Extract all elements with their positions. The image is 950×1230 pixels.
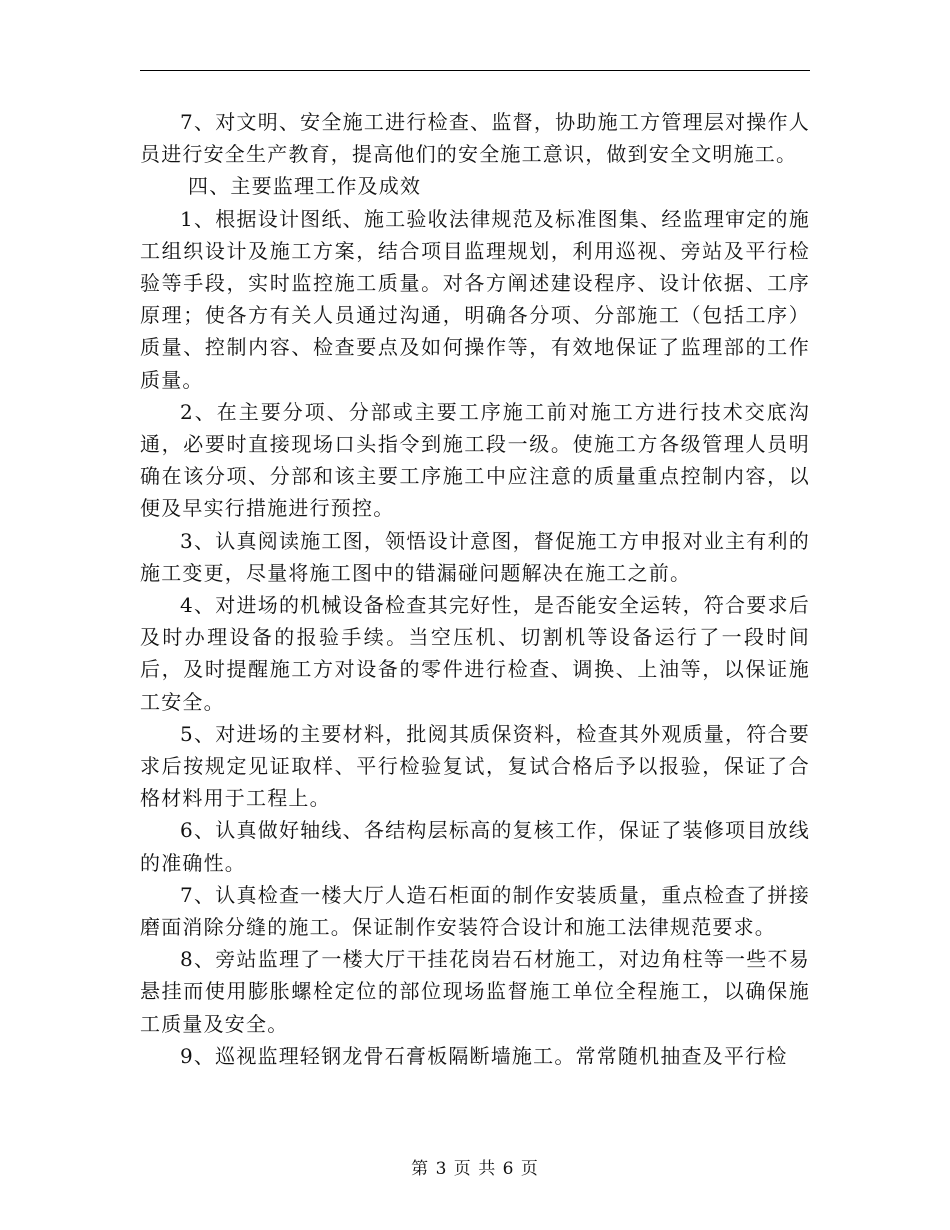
- header-rule: [140, 70, 810, 71]
- paragraph-6: 6、认真做好轴线、各结构层标高的复核工作，保证了装修项目放线的准确性。: [140, 818, 810, 875]
- paragraph-8: 8、旁站监理了一楼大厅干挂花岗岩石材施工，对边角柱等一些不易悬挂而使用膨胀螺栓定位的部位现场监督施工单位全程施工，以确保施工质量及安全。: [140, 947, 810, 1036]
- paragraph-9: 9、巡视监理轻钢龙骨石膏板隔断墙施工。常常随机抽查及平行检: [180, 1043, 788, 1068]
- paragraph-safety: 7、对文明、安全施工进行检查、监督，协助施工方管理层对操作人员进行安全生产教育，提高他们的安全施工意识，做到安全文明施工。: [140, 110, 810, 167]
- paragraph-2: 2、在主要分项、分部或主要工序施工前对施工方进行技术交底沟通，必要时直接现场口头指令到施工段一级。使施工方各级管理人员明确在该分项、分部和该主要工序施工中应注意的质量重点控制内容，以便及早实行措施进行预控。: [140, 399, 810, 521]
- paragraph-1: 1、根据设计图纸、施工验收法律规范及标准图集、经监理审定的施工组织设计及施工方案，结合项目监理规划，利用巡视、旁站及平行检验等手段，实时监控施工质量。对各方阐述建设程序、设计依据、工序原理；使各方有关人员通过沟通，明确各分项、分部施工（包括工序）质量、控制内容、检查要点及如何操作等，有效地保证了监理部的工作质量。: [140, 206, 810, 392]
- page-number-footer: 第 3 页 共 6 页: [411, 1159, 539, 1179]
- paragraph-3: 3、认真阅读施工图，领悟设计意图，督促施工方申报对业主有利的施工变更，尽量将施工图中的错漏碰问题解决在施工之前。: [140, 528, 810, 585]
- document-body: [140, 106, 810, 1072]
- paragraph-4: 4、对进场的机械设备检查其完好性，是否能安全运转，符合要求后及时办理设备的报验手续。当空压机、切割机等设备运行了一段时间后，及时提醒施工方对设备的零件进行检查、调换、上油等，以保证施工安全。: [140, 593, 810, 714]
- paragraph-7: 7、认真检查一楼大厅人造石柜面的制作安装质量，重点检查了拼接磨面消除分缝的施工。保证制作安装符合设计和施工法律规范要求。: [140, 882, 810, 940]
- section-heading: 四、主要监理工作及成效: [188, 174, 422, 199]
- paragraph-5: 5、对进场的主要材料，批阅其质保资料，检查其外观质量，符合要求后按规定见证取样、平行检验复试，复试合格后予以报验，保证了合格材料用于工程上。: [140, 721, 810, 811]
